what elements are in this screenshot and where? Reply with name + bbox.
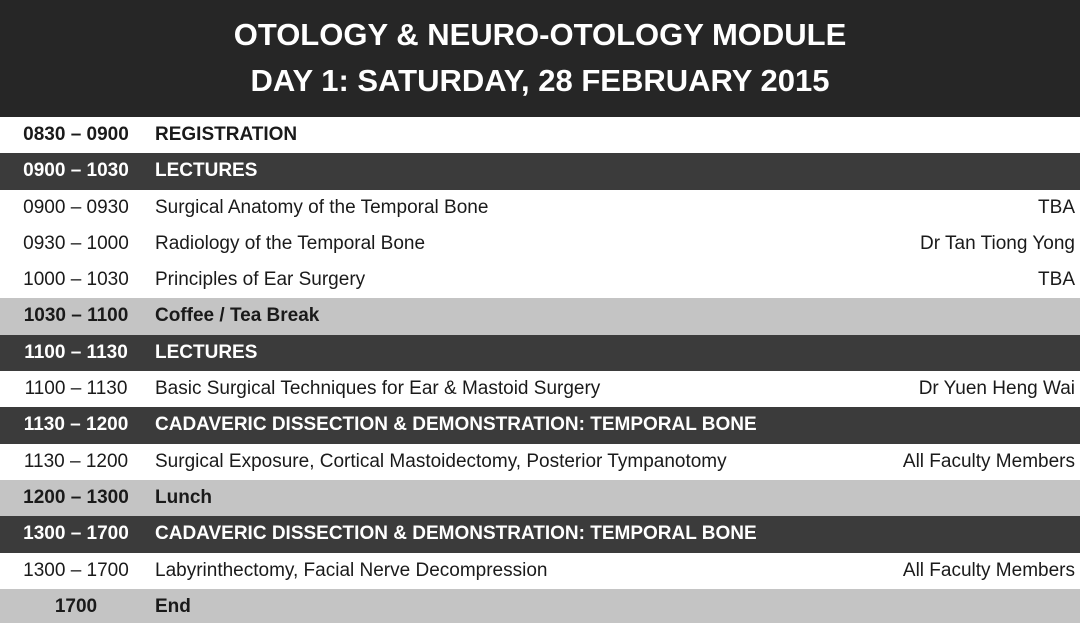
row-time: 0830 – 0900 xyxy=(23,124,129,145)
row-time: 0930 – 1000 xyxy=(23,232,129,254)
row-time: 1300 – 1700 xyxy=(23,523,129,545)
break-row xyxy=(0,589,1080,623)
section-row xyxy=(0,516,1080,552)
row-time: 1130 – 1200 xyxy=(23,450,129,472)
section-row xyxy=(0,153,1080,189)
row-time: 0900 – 0930 xyxy=(23,196,129,218)
row-title: CADAVERIC DISSECTION & DEMONSTRATION: TEMPORAL BONE xyxy=(155,414,757,436)
row-title: Surgical Exposure, Cortical Mastoidectomy, Posterior Tympanotomy xyxy=(155,450,727,472)
row-title: Coffee / Tea Break xyxy=(155,305,320,327)
row-speaker: Dr Tan Tiong Yong xyxy=(920,232,1075,254)
schedule-row xyxy=(0,262,1080,298)
schedule-row xyxy=(0,226,1080,262)
row-time: 1030 – 1100 xyxy=(23,305,129,327)
row-time: 1100 – 1130 xyxy=(24,341,128,363)
row-title: Lunch xyxy=(155,486,212,508)
row-title: LECTURES xyxy=(155,160,258,182)
row-title: Surgical Anatomy of the Temporal Bone xyxy=(155,196,489,218)
row-title: End xyxy=(155,595,191,617)
section-row xyxy=(0,335,1080,371)
row-title: CADAVERIC DISSECTION & DEMONSTRATION: TEMPORAL BONE xyxy=(155,523,757,545)
schedule-table xyxy=(0,117,1080,623)
row-title: Labyrinthectomy, Facial Nerve Decompression xyxy=(155,559,548,581)
row-time: 1700 xyxy=(54,595,98,617)
row-speaker: Dr Yuen Heng Wai xyxy=(918,378,1075,400)
schedule-row xyxy=(0,553,1080,589)
row-speaker: TBA xyxy=(1038,196,1075,218)
row-title: Basic Surgical Techniques for Ear & Mastoid Surgery xyxy=(155,378,601,400)
row-speaker: All Faculty Members xyxy=(902,559,1075,581)
row-title: REGISTRATION xyxy=(155,124,298,145)
row-time: 1130 – 1200 xyxy=(23,414,129,436)
row-speaker: All Faculty Members xyxy=(902,450,1075,472)
break-row xyxy=(0,480,1080,516)
row-time: 1200 – 1300 xyxy=(23,486,129,508)
day-title: DAY 1: SATURDAY, 28 FEBRUARY 2015 xyxy=(250,63,830,98)
row-speaker: TBA xyxy=(1038,269,1075,291)
section-row xyxy=(0,407,1080,443)
row-time: 0900 – 1030 xyxy=(23,160,129,182)
schedule-header xyxy=(0,0,1080,117)
schedule-row xyxy=(0,117,1080,153)
schedule-row xyxy=(0,190,1080,226)
row-title: LECTURES xyxy=(155,341,258,363)
schedule-row xyxy=(0,371,1080,407)
row-time: 1100 – 1130 xyxy=(24,378,128,400)
module-title: OTOLOGY & NEURO-OTOLOGY MODULE xyxy=(233,17,847,52)
break-row xyxy=(0,298,1080,334)
row-time: 1000 – 1030 xyxy=(23,269,129,291)
row-title: Radiology of the Temporal Bone xyxy=(155,232,426,254)
row-time: 1300 – 1700 xyxy=(23,559,129,581)
schedule-row xyxy=(0,444,1080,480)
row-title: Principles of Ear Surgery xyxy=(155,269,366,291)
